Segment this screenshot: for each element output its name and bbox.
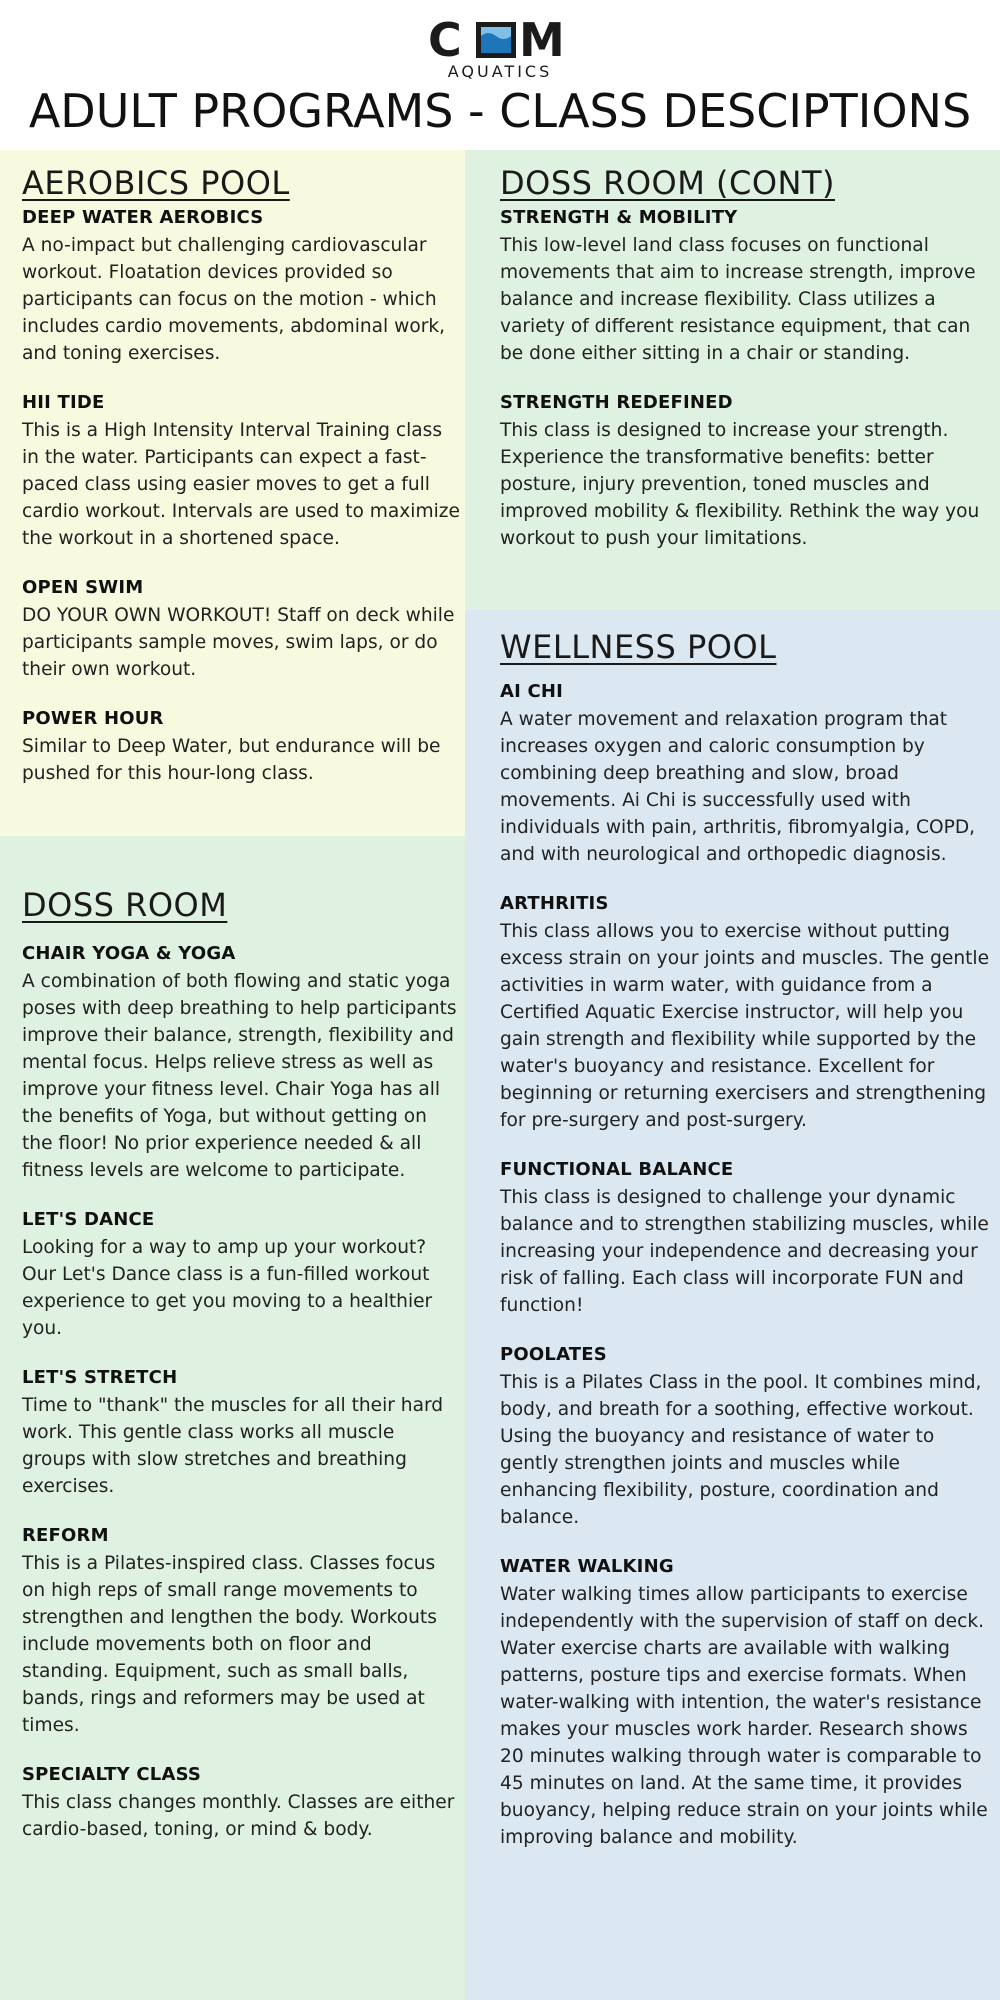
class-item [500,680,990,868]
class-item [22,206,462,367]
class-item [22,707,462,787]
class-item [500,1555,990,1851]
class-name: WATER WALKING [500,1556,674,1577]
class-name: AI CHI [500,681,564,702]
class-item [22,942,462,1184]
class-item [22,1366,462,1500]
class-description: This is a Pilates-inspired class. Classes focus on high reps of small range movements to strengthen and lengthen the body. Workouts include movements both on floor and standing. Equipment, such as small balls, bands, rings and reformers may be used at times. [22,1553,437,1736]
class-name: FUNCTIONAL BALANCE [500,1159,734,1180]
wellness-class-list [500,680,990,1875]
aerobics-pool-panel [0,150,465,836]
class-item [500,1343,990,1531]
aerobics-pool-heading: AEROBICS POOL [22,164,290,202]
doss-room-heading: DOSS ROOM [22,886,228,924]
wellness-pool-panel [465,610,1000,2000]
class-name: CHAIR YOGA & YOGA [22,943,236,964]
class-item [22,1524,462,1739]
wellness-pool-heading: WELLNESS POOL [500,628,777,666]
header [0,0,1000,150]
class-item [500,206,990,367]
class-description: This is a Pilates Class in the pool. It combines mind, body, and breath for a soothing, effective workout. Using the buoyancy and resistance of water to gently strengthen joints and muscles while enhancing flexibility, posture, coordination and balance. [500,1372,982,1528]
doss-room-cont-class-list [500,206,990,576]
class-name: REFORM [22,1525,109,1546]
class-description: A water movement and relaxation program that increases oxygen and caloric consumption by combining deep breathing and slow, broad movements. Ai Chi is successfully used with individuals with pain, arthritis, fibromyalgia, COPD, and with neurological and orthopedic diagnosis. [500,709,976,865]
page-title: ADULT PROGRAMS - CLASS DESCIPTIONS [28,84,972,138]
class-name: SPECIALTY CLASS [22,1764,202,1785]
class-description: This class changes monthly. Classes are either cardio-based, toning, or mind & body. [22,1792,455,1840]
class-name: POOLATES [500,1344,607,1365]
doss-room-class-list [22,942,462,1867]
class-item [22,1208,462,1342]
class-name: POWER HOUR [22,708,164,729]
class-description: Water walking times allow participants to exercise independently with the supervision of staff on deck. Water exercise charts are available with walking patterns, posture tips and exercise formats. When water-walking with intention, the water's resistance makes your muscles work harder. Research shows 20 minutes walking through water is comparable to 45 minutes on land. At the same time, it provides buoyancy, helping reduce strain on your joints while improving balance and mobility. [500,1584,988,1848]
aerobics-class-list [22,206,462,811]
doss-room-panel [0,836,465,2000]
logo-letter-c: C [428,14,462,67]
class-description: This low-level land class focuses on functional movements that aim to increase strength, improve balance and increase flexibility. Class utilizes a variety of different resistance equipment, that can be done either sitting in a chair or standing. [500,235,976,364]
class-item [500,1158,990,1319]
class-description: A no-impact but challenging cardiovascular workout. Floatation devices provided so participants can focus on the motion - which includes cardio movements, abdominal work, and toning exercises. [22,235,446,364]
doss-room-cont-heading: DOSS ROOM (CONT) [500,164,835,202]
class-description: DO YOUR OWN WORKOUT! Staff on deck while participants sample moves, swim laps, or do their own workout. [22,605,455,680]
class-item [22,576,462,683]
class-name: STRENGTH & MOBILITY [500,207,738,228]
class-description: This class is designed to challenge your dynamic balance and to strengthen stabilizing muscles, while increasing your independence and decreasing your risk of falling. Each class will incorporate FUN and function! [500,1187,989,1316]
class-name: STRENGTH REDEFINED [500,392,733,413]
class-name: LET'S STRETCH [22,1367,178,1388]
class-description: This class is designed to increase your strength. Experience the transformative benefits: better posture, injury prevention, toned muscles and improved mobility & flexibility. Rethink the way you workout to push your limitations. [500,420,980,549]
com-aquatics-logo [426,14,574,80]
logo-letter-m: M [519,14,565,67]
class-item [22,1763,462,1843]
class-name: OPEN SWIM [22,577,144,598]
class-description: This class allows you to exercise without putting excess strain on your joints and muscles. The gentle activities in warm water, with guidance from a Certified Aquatic Exercise instructor, will help you gain strength and flexibility while supported by the water's buoyancy and resistance. Excellent for beginning or returning exercisers and strengthening for pre-surgery and post-surgery. [500,921,990,1131]
class-description: Time to "thank" the muscles for all their hard work. This gentle class works all muscle groups with slow stretches and breathing exercises. [22,1395,444,1497]
class-description: Similar to Deep Water, but endurance will be pushed for this hour-long class. [22,736,441,784]
class-item [500,892,990,1134]
class-name: HII TIDE [22,392,105,413]
class-name: ARTHRITIS [500,893,609,914]
class-description: This is a High Intensity Interval Training class in the water. Participants can expect a fast-paced class using easier moves to get a full cardio workout. Intervals are used to maximize the workout in a shortened space. [22,420,460,549]
class-item [22,391,462,552]
doss-room-cont-panel [465,150,1000,610]
class-item [500,391,990,552]
class-name: DEEP WATER AEROBICS [22,207,264,228]
class-name: LET'S DANCE [22,1209,155,1230]
class-description: Looking for a way to amp up your workout? Our Let's Dance class is a fun-filled workout experience to get you moving to a healthier you. [22,1237,433,1339]
logo-tagline: AQUATICS [447,62,553,80]
class-description: A combination of both flowing and static yoga poses with deep breathing to help participants improve their balance, strength, flexibility and mental focus. Helps relieve stress as well as improve your fitness level. Chair Yoga has all the benefits of Yoga, but without getting on the floor! No prior experience needed & all fitness levels are welcome to participate. [22,971,457,1181]
